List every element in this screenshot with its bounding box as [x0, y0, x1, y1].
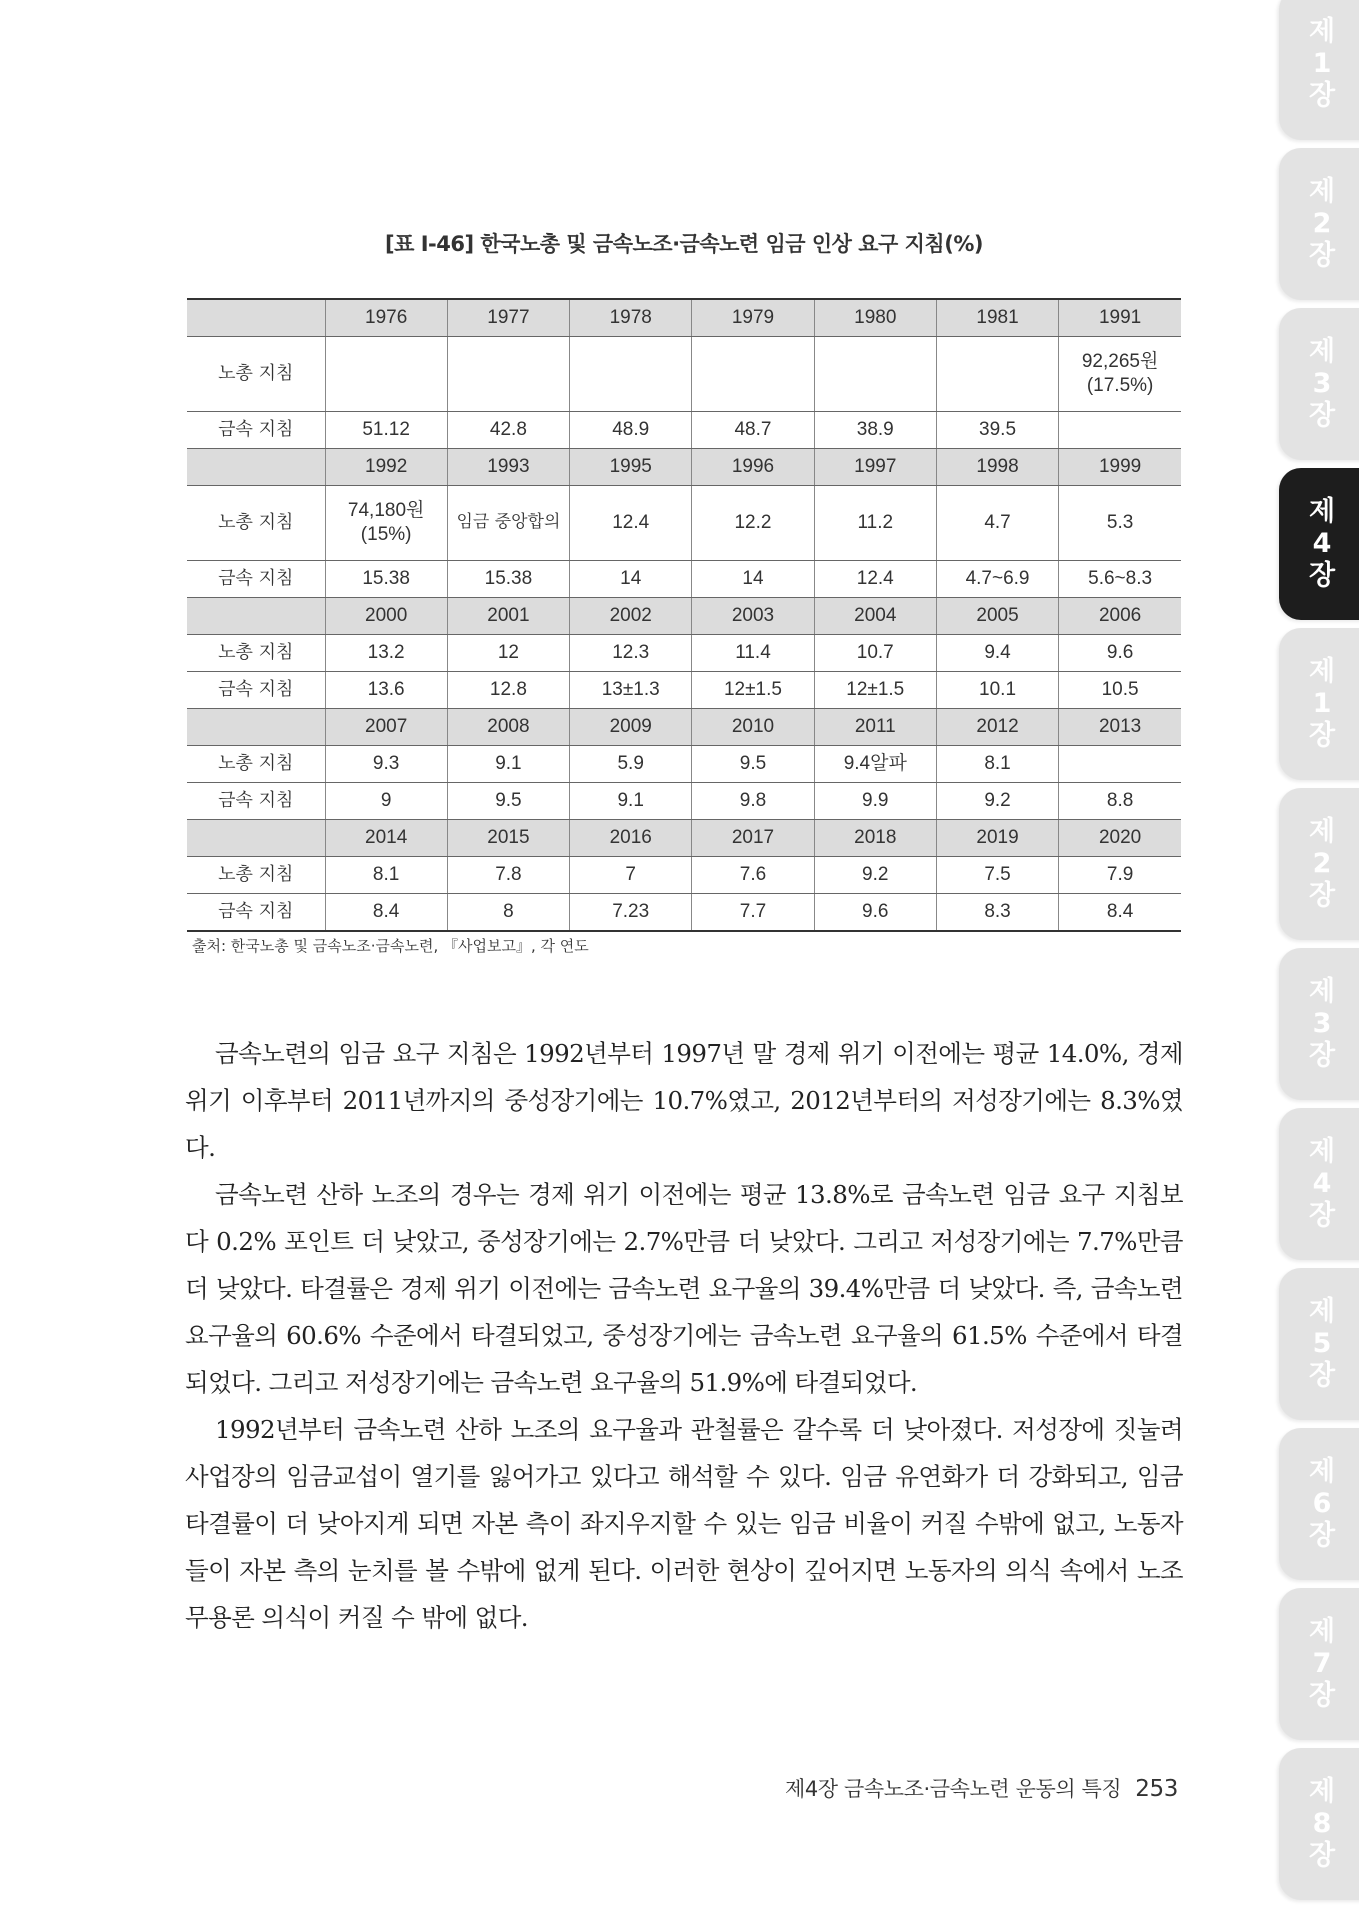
chapter-tab-num: 3 [1312, 368, 1332, 400]
value-cell: 13±1.3 [570, 672, 692, 709]
geumsok-row [187, 412, 1181, 449]
value-cell: 9.5 [447, 783, 569, 820]
chapter-tab[interactable] [1279, 1268, 1359, 1420]
value-cell: 9.4 [936, 635, 1058, 672]
year-cell: 1996 [692, 449, 814, 486]
year-cell: 1976 [325, 299, 447, 337]
year-cell: 2008 [447, 709, 569, 746]
value-cell: 5.9 [570, 746, 692, 783]
value-cell: 12.4 [814, 561, 936, 598]
chapter-tab[interactable] [1279, 1108, 1359, 1260]
value-cell: 12.8 [447, 672, 569, 709]
row-label: 노총 지침 [187, 635, 325, 672]
year-header-row [187, 299, 1181, 337]
chapter-tab-suffix: 장 [1308, 239, 1336, 271]
year-cell: 2005 [936, 598, 1058, 635]
year-cell: 2019 [936, 820, 1058, 857]
value-cell: 11.2 [814, 486, 936, 561]
year-cell: 2020 [1059, 820, 1181, 857]
value-cell: 8 [447, 894, 569, 932]
chapter-tab-suffix: 장 [1308, 1359, 1336, 1391]
chapter-tab-word: 제 [1308, 496, 1336, 528]
value-cell: 12±1.5 [814, 672, 936, 709]
chapter-tab-num: 4 [1312, 1168, 1332, 1200]
value-cell: 15.38 [447, 561, 569, 598]
row-label: 노총 지침 [187, 857, 325, 894]
value-cell: 9.6 [1059, 635, 1181, 672]
year-cell: 1978 [570, 299, 692, 337]
value-cell [936, 337, 1058, 412]
value-cell: 9 [325, 783, 447, 820]
chapter-tab-word: 제 [1308, 656, 1336, 688]
row-label [187, 709, 325, 746]
value-cell: 11.4 [692, 635, 814, 672]
value-cell: 14 [570, 561, 692, 598]
chapter-tab-word: 제 [1308, 1456, 1336, 1488]
year-cell: 2010 [692, 709, 814, 746]
row-label [187, 449, 325, 486]
value-cell: 9.4알파 [814, 746, 936, 783]
chapter-tab-num: 2 [1312, 848, 1332, 880]
chapter-tab[interactable] [1279, 468, 1359, 620]
geumsok-row [187, 783, 1181, 820]
year-cell: 1999 [1059, 449, 1181, 486]
chapter-tab[interactable] [1279, 1748, 1359, 1900]
year-cell: 2001 [447, 598, 569, 635]
value-cell: 9.1 [447, 746, 569, 783]
year-header-row [187, 820, 1181, 857]
chapter-tab[interactable] [1279, 948, 1359, 1100]
value-cell: 38.9 [814, 412, 936, 449]
value-cell: 92,265원 (17.5%) [1059, 337, 1181, 412]
year-cell: 1980 [814, 299, 936, 337]
value-cell: 7.5 [936, 857, 1058, 894]
chapter-tab-num: 7 [1312, 1648, 1332, 1680]
value-cell: 39.5 [936, 412, 1058, 449]
year-cell: 1995 [570, 449, 692, 486]
chapter-tab[interactable] [1279, 788, 1359, 940]
row-label: 금속 지침 [187, 894, 325, 932]
value-cell [447, 337, 569, 412]
chapter-tab-num: 2 [1312, 208, 1332, 240]
paragraph-2: 금속노련 산하 노조의 경우는 경제 위기 이전에는 평균 13.8%로 금속노련 임금 요구 지침보다 0.2% 포인트 더 낮았고, 중성장기에는 2.7%만큼 더 낮았다. 그리고 저성장기에는 7.7%만큼 더 낮았다. 타결률은 경제 위기 이전에는 금속노련 요구율의 39.4%만큼 더 낮았다. 즉, 금속노련 요구율의 60.6% 수준에서 타결되었고, 중성장기에는 금속노련 요구율의 61.5% 수준에서 타결되었다. 그리고 저성장기에는 금속노련 요구율의 51.9%에 타결되었다. [185, 1180, 1183, 1397]
chapter-tab-suffix: 장 [1308, 1519, 1336, 1551]
value-cell [325, 337, 447, 412]
value-cell: 9.1 [570, 783, 692, 820]
nochong-row [187, 635, 1181, 672]
year-header-row [187, 598, 1181, 635]
value-cell: 4.7 [936, 486, 1058, 561]
value-cell: 12.3 [570, 635, 692, 672]
value-cell: 8.1 [325, 857, 447, 894]
value-cell: 9.9 [814, 783, 936, 820]
nochong-row [187, 486, 1181, 561]
value-cell: 8.1 [936, 746, 1058, 783]
value-cell [1059, 746, 1181, 783]
value-cell: 8.4 [325, 894, 447, 932]
year-cell: 2002 [570, 598, 692, 635]
value-cell: 48.7 [692, 412, 814, 449]
chapter-tab-suffix: 장 [1308, 1839, 1336, 1871]
nochong-row [187, 857, 1181, 894]
year-cell: 2014 [325, 820, 447, 857]
value-cell: 7.23 [570, 894, 692, 932]
year-header-row [187, 449, 1181, 486]
year-cell: 1998 [936, 449, 1058, 486]
value-cell: 51.12 [325, 412, 447, 449]
running-chapter-title: 제4장 금속노조·금속노련 운동의 특징 [784, 1777, 1122, 1801]
year-cell: 2013 [1059, 709, 1181, 746]
value-cell [814, 337, 936, 412]
value-cell: 9.2 [814, 857, 936, 894]
value-cell: 10.1 [936, 672, 1058, 709]
value-cell: 7.8 [447, 857, 569, 894]
value-cell: 13.2 [325, 635, 447, 672]
page-number: 253 [1135, 1776, 1178, 1802]
year-cell: 1991 [1059, 299, 1181, 337]
row-label: 금속 지침 [187, 561, 325, 598]
row-label: 노총 지침 [187, 337, 325, 412]
chapter-tab-num: 1 [1312, 688, 1332, 720]
year-cell: 1993 [447, 449, 569, 486]
value-cell: 9.2 [936, 783, 1058, 820]
chapter-tab-num: 5 [1312, 1328, 1332, 1360]
value-cell [570, 337, 692, 412]
chapter-tab-num: 4 [1312, 528, 1332, 560]
year-cell: 2011 [814, 709, 936, 746]
chapter-tab-suffix: 장 [1308, 719, 1336, 751]
chapter-tab-word: 제 [1308, 176, 1336, 208]
table-source-note: 출처: 한국노총 및 금속노조·금속노련, 『사업보고』, 각 연도 [192, 937, 589, 955]
chapter-tab-suffix: 장 [1308, 399, 1336, 431]
value-cell [1059, 412, 1181, 449]
year-cell: 2009 [570, 709, 692, 746]
chapter-tab-word: 제 [1308, 1136, 1336, 1168]
nochong-row [187, 337, 1181, 412]
year-cell: 2000 [325, 598, 447, 635]
row-label: 금속 지침 [187, 783, 325, 820]
chapter-tab-suffix: 장 [1308, 1199, 1336, 1231]
value-cell: 74,180원 (15%) [325, 486, 447, 561]
year-cell: 2006 [1059, 598, 1181, 635]
geumsok-row [187, 672, 1181, 709]
chapter-tab-suffix: 장 [1308, 1039, 1336, 1071]
chapter-tab-word: 제 [1308, 1776, 1336, 1808]
value-cell: 14 [692, 561, 814, 598]
year-cell: 2018 [814, 820, 936, 857]
value-cell: 9.6 [814, 894, 936, 932]
paragraph-3: 1992년부터 금속노련 산하 노조의 요구율과 관철률은 갈수록 더 낮아졌다. 저성장에 짓눌려 사업장의 임금교섭이 열기를 잃어가고 있다고 해석할 수 있다. 임금 유연화가 더 강화되고, 임금 타결률이 더 낮아지게 되면 자본 측이 좌지우지할 수 있는 임금 비율이 커질 수밖에 없고, 노동자들이 자본 측의 눈치를 볼 수밖에 없게 된다. 이러한 현상이 깊어지면 노동자의 의식 속에서 노조 무용론 의식이 커질 수 밖에 없다. [185, 1415, 1183, 1632]
chapter-tab-word: 제 [1308, 1296, 1336, 1328]
chapter-tab-word: 제 [1308, 16, 1336, 48]
value-cell: 8.4 [1059, 894, 1181, 932]
chapter-tab-num: 3 [1312, 1008, 1332, 1040]
value-cell: 12±1.5 [692, 672, 814, 709]
chapter-tab-num: 6 [1312, 1488, 1332, 1520]
chapter-tab-suffix: 장 [1308, 879, 1336, 911]
year-cell: 1997 [814, 449, 936, 486]
year-cell: 1992 [325, 449, 447, 486]
year-cell: 2007 [325, 709, 447, 746]
value-cell: 12.2 [692, 486, 814, 561]
value-cell: 9.5 [692, 746, 814, 783]
row-label: 금속 지침 [187, 672, 325, 709]
value-cell: 12.4 [570, 486, 692, 561]
value-cell: 5.3 [1059, 486, 1181, 561]
value-cell: 8.8 [1059, 783, 1181, 820]
chapter-tab[interactable] [1279, 1588, 1359, 1740]
year-cell: 1981 [936, 299, 1058, 337]
value-cell: 임금 중앙합의 [447, 486, 569, 561]
page-footer [700, 1773, 1178, 1803]
value-cell [692, 337, 814, 412]
chapter-tab-word: 제 [1308, 336, 1336, 368]
year-cell: 1979 [692, 299, 814, 337]
value-cell: 7 [570, 857, 692, 894]
chapter-tab[interactable] [1279, 308, 1359, 460]
nochong-row [187, 746, 1181, 783]
chapter-tab-suffix: 장 [1308, 1679, 1336, 1711]
wage-guideline-table [187, 298, 1181, 932]
chapter-tab[interactable] [1279, 0, 1359, 140]
value-cell: 7.9 [1059, 857, 1181, 894]
body-text [185, 1030, 1183, 1641]
year-cell: 2012 [936, 709, 1058, 746]
value-cell: 9.3 [325, 746, 447, 783]
value-cell: 7.7 [692, 894, 814, 932]
row-label [187, 598, 325, 635]
year-cell: 2016 [570, 820, 692, 857]
geumsok-row [187, 894, 1181, 932]
chapter-tab-word: 제 [1308, 1616, 1336, 1648]
chapter-tab-suffix: 장 [1308, 79, 1336, 111]
row-label [187, 299, 325, 337]
value-cell: 13.6 [325, 672, 447, 709]
value-cell: 7.6 [692, 857, 814, 894]
row-label: 노총 지침 [187, 486, 325, 561]
value-cell: 12 [447, 635, 569, 672]
year-cell: 2015 [447, 820, 569, 857]
chapter-tab-word: 제 [1308, 816, 1336, 848]
chapter-tab-num: 1 [1312, 48, 1332, 80]
chapter-tab-bar [1279, 0, 1359, 1920]
year-cell: 2004 [814, 598, 936, 635]
chapter-tab-num: 8 [1312, 1808, 1332, 1840]
year-cell: 2003 [692, 598, 814, 635]
table-title: [표 Ⅰ-46] 한국노총 및 금속노조·금속노련 임금 인상 요구 지침(%) [385, 232, 983, 256]
chapter-tab[interactable] [1279, 628, 1359, 780]
row-label [187, 820, 325, 857]
chapter-tab[interactable] [1279, 1428, 1359, 1580]
row-label: 노총 지침 [187, 746, 325, 783]
value-cell: 42.8 [447, 412, 569, 449]
value-cell: 10.7 [814, 635, 936, 672]
chapter-tab-suffix: 장 [1308, 559, 1336, 591]
value-cell: 5.6~8.3 [1059, 561, 1181, 598]
chapter-tab-word: 제 [1308, 976, 1336, 1008]
value-cell: 9.8 [692, 783, 814, 820]
value-cell: 10.5 [1059, 672, 1181, 709]
value-cell: 8.3 [936, 894, 1058, 932]
year-header-row [187, 709, 1181, 746]
value-cell: 15.38 [325, 561, 447, 598]
year-cell: 2017 [692, 820, 814, 857]
year-cell: 1977 [447, 299, 569, 337]
value-cell: 4.7~6.9 [936, 561, 1058, 598]
value-cell: 48.9 [570, 412, 692, 449]
paragraph-1: 금속노련의 임금 요구 지침은 1992년부터 1997년 말 경제 위기 이전에는 평균 14.0%, 경제 위기 이후부터 2011년까지의 중성장기에는 10.7%였고, 2012년부터의 저성장기에는 8.3%였다. [185, 1039, 1183, 1162]
row-label: 금속 지침 [187, 412, 325, 449]
chapter-tab[interactable] [1279, 148, 1359, 300]
geumsok-row [187, 561, 1181, 598]
